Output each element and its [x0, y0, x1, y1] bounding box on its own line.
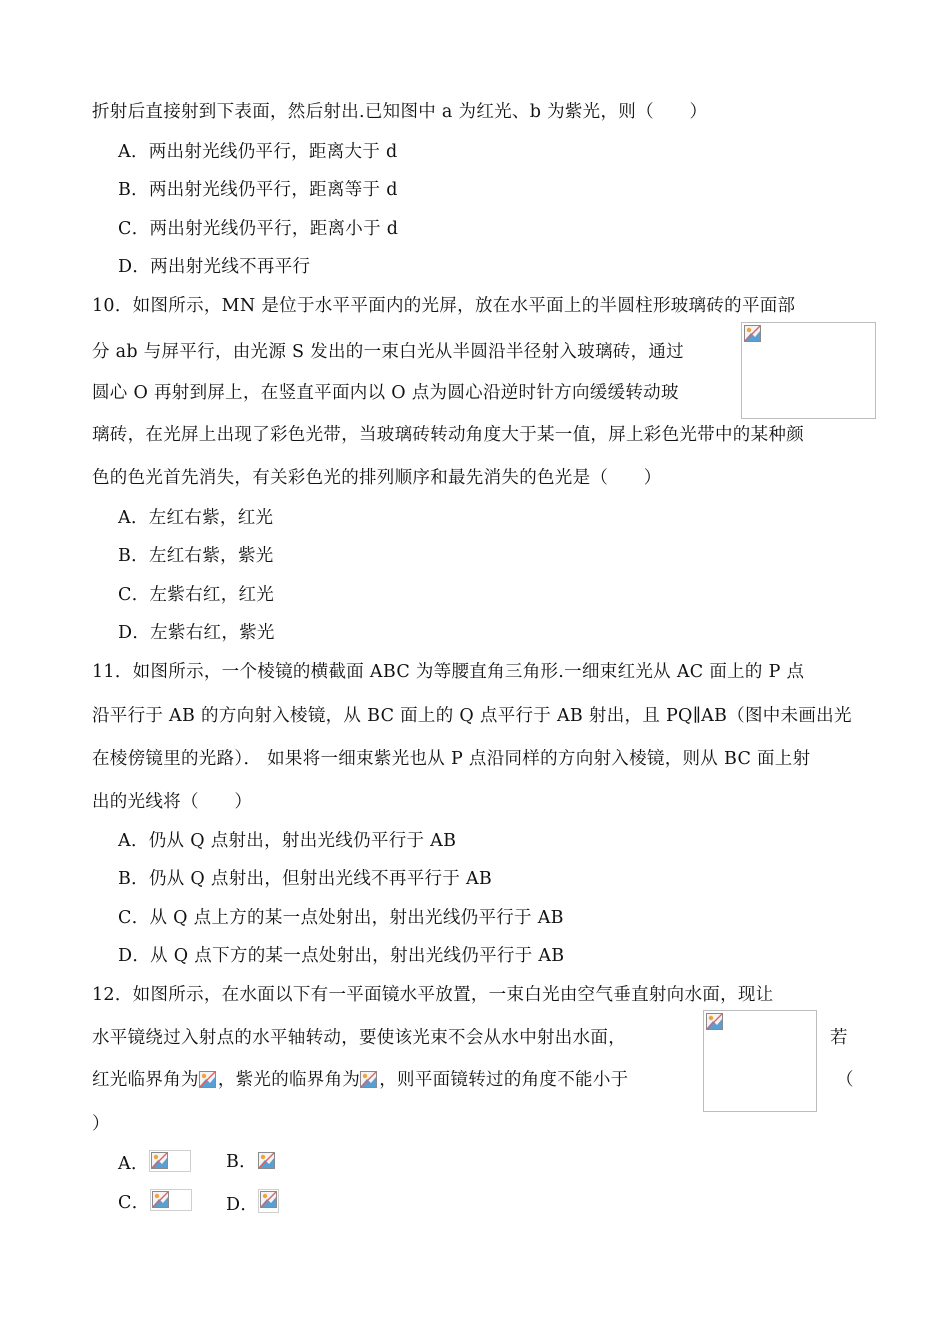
q12-option-d-label: D． [226, 1195, 259, 1215]
q12-option-c-label: C． [118, 1193, 150, 1213]
q10-stem-line2: 分 ab 与屏平行，由光源 S 发出的一束白光从半圆沿半径射入玻璃砖，通过 [92, 342, 684, 362]
q11-option-d: D．从 Q 点下方的某一点处射出，射出光线仍平行于 AB [118, 946, 565, 966]
q12-text-angle: ，则平面镜转过的角度不能小于 [379, 1070, 629, 1090]
q9-option-d: D．两出射光线不再平行 [118, 257, 311, 277]
q12-option-b-label: B． [226, 1152, 257, 1172]
q12-option-d-image [258, 1189, 279, 1213]
q10-stem-line5: 色的色光首先消失，有关彩色光的排列顺序和最先消失的色光是（ ） [92, 468, 662, 488]
q10-option-d: D．左紫右红，紫光 [118, 623, 275, 643]
q11-stem-line2: 沿平行于 AB 的方向射入棱镜，从 BC 面上的 Q 点平行于 AB 射出，且 PQ∥AB（图中未画出光 [92, 706, 852, 726]
broken-image-icon [744, 325, 761, 342]
q9-stem: 折射后直接射到下表面，然后射出.已知图中 a 为红光、b 为紫光，则（ ） [92, 102, 708, 122]
q12-option-d [226, 1189, 279, 1217]
q9-option-c: C．两出射光线仍平行，距离小于 d [118, 219, 399, 239]
q10-option-a: A．左红右紫，红光 [118, 508, 274, 528]
broken-image-icon [151, 1152, 168, 1169]
q12-stem-line4: ） [92, 1114, 110, 1134]
q12-option-a [118, 1150, 191, 1176]
q12-stem-line2: 水平镜绕过入射点的水平轴转动，要使该光束不会从水中射出水面， [92, 1028, 626, 1048]
q11-option-a: A．仍从 Q 点射出，射出光线仍平行于 AB [118, 831, 457, 851]
q12-stem-line2-tail: 若 [830, 1028, 848, 1048]
q12-figure [703, 1010, 817, 1112]
q12-stem-line3 [92, 1068, 628, 1092]
q11-option-b: B．仍从 Q 点射出，但射出光线不再平行于 AB [118, 869, 493, 889]
broken-image-icon [199, 1071, 216, 1088]
q12-option-a-label: A． [118, 1154, 149, 1174]
q11-option-c: C．从 Q 点上方的某一点处射出，射出光线仍平行于 AB [118, 908, 564, 928]
q9-option-b: B．两出射光线仍平行，距离等于 d [118, 180, 398, 200]
red-critical-angle-image [199, 1071, 218, 1088]
q12-option-c-image [150, 1189, 192, 1211]
q12-option-a-image [149, 1150, 191, 1172]
broken-image-icon [258, 1152, 275, 1169]
broken-image-icon [260, 1191, 277, 1208]
q10-stem-line4: 璃砖，在光屏上出现了彩色光带，当玻璃砖转动角度大于某一值，屏上彩色光带中的某种颜 [92, 425, 804, 445]
q12-stem-line1: 12．如图所示，在水面以下有一平面镜水平放置，一束白光由空气垂直射向水面，现让 [92, 985, 774, 1005]
broken-image-icon [706, 1013, 723, 1030]
q10-option-c: C．左紫右红，红光 [118, 585, 275, 605]
q9-option-a: A．两出射光线仍平行，距离大于 d [118, 142, 398, 162]
q12-text-red: 红光临界角为 [92, 1070, 199, 1090]
q12-option-b-image [257, 1151, 276, 1170]
broken-image-icon [152, 1191, 169, 1208]
q12-option-c [118, 1189, 192, 1215]
q11-stem-line3: 在棱傍镜里的光路）． 如果将一细束紫光也从 P 点沿同样的方向射入棱镜，则从 BC 面上射 [92, 749, 811, 769]
q11-stem-line4: 出的光线将（ ） [92, 792, 253, 812]
violet-critical-angle-image [360, 1071, 379, 1088]
q11-stem-line1: 11．如图所示，一个棱镜的横截面 ABC 为等腰直角三角形.一细束红光从 AC 面上的 P 点 [92, 662, 805, 682]
q12-stem-line3-tail: （ [836, 1070, 854, 1090]
q10-stem-line1: 10．如图所示，MN 是位于水平平面内的光屏，放在水平面上的半圆柱形玻璃砖的平面部 [92, 296, 796, 316]
q12-text-violet: ，紫光的临界角为 [217, 1070, 361, 1090]
broken-image-icon [360, 1071, 377, 1088]
q10-figure [741, 322, 876, 419]
q10-stem-line3: 圆心 O 再射到屏上，在竖直平面内以 O 点为圆心沿逆时针方向缓缓转动玻 [92, 383, 679, 403]
q10-option-b: B．左红右紫，紫光 [118, 546, 274, 566]
q12-option-b [226, 1150, 276, 1174]
